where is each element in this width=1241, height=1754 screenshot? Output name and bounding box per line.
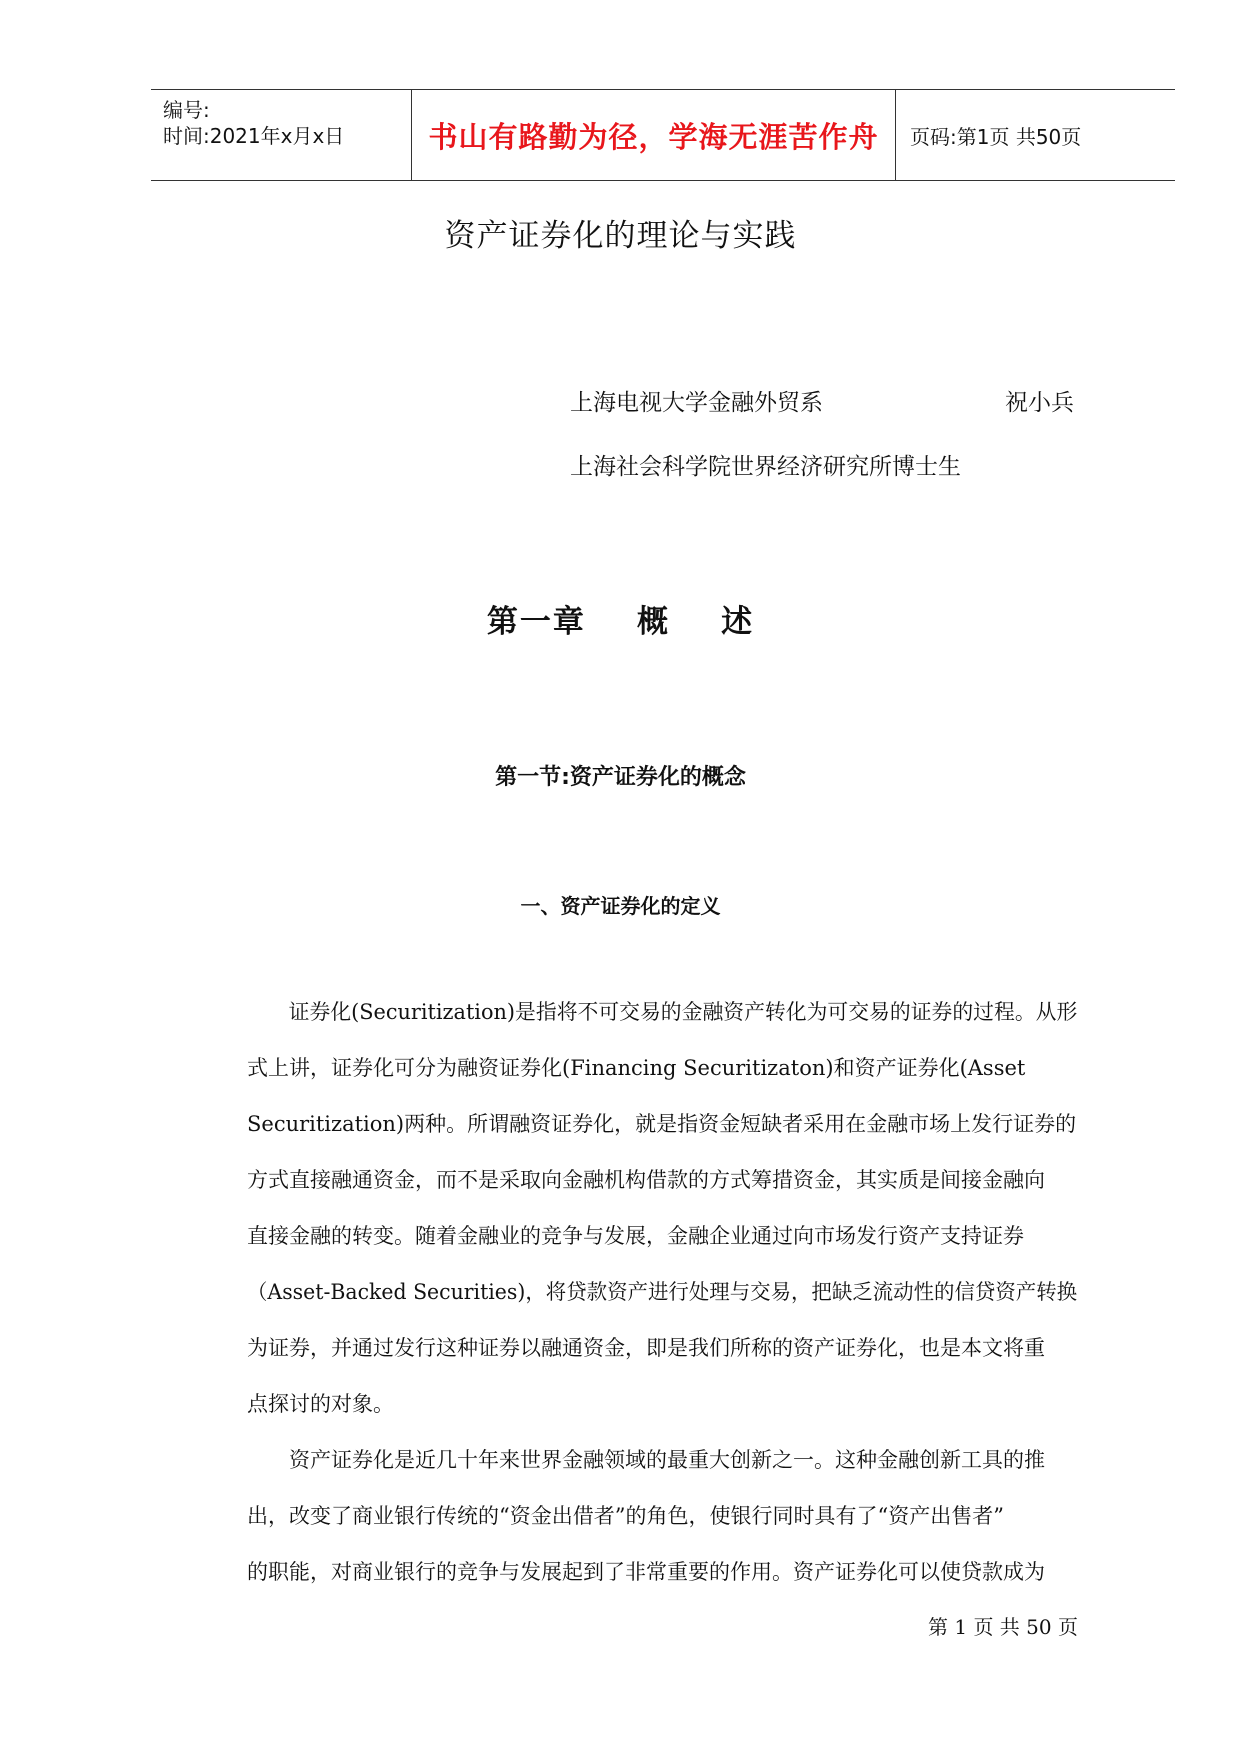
header-meta-cell <box>151 90 412 180</box>
section-heading: 第一节:资产证券化的概念 <box>495 765 746 790</box>
subsection-heading: 一、资产证券化的定义 <box>520 894 721 918</box>
body-line: 方式直接融通资金，而不是采取向金融机构借款的方式筹措资金，其实质是间接金融向 <box>247 1168 1045 1192</box>
header-page-code: 页码:第1页 共50页 <box>910 124 1082 149</box>
header-page-cell <box>896 90 1175 180</box>
body-line: 出，改变了商业银行传统的“资金出借者”的角色，使银行同时具有了“资产出售者” <box>247 1504 1004 1528</box>
footer-page-number: 第 1 页 共 50 页 <box>928 1615 1078 1639</box>
author-affiliation-2: 上海社会科学院世界经济研究所博士生 <box>570 454 961 480</box>
body-line: 的职能，对商业银行的竞争与发展起到了非常重要的作用。资产证券化可以使贷款成为 <box>247 1560 1045 1584</box>
chapter-heading <box>0 596 1241 641</box>
author-affiliation-1: 上海电视大学金融外贸系 <box>570 390 823 416</box>
document-date-label: 时间:2021年x月x日 <box>163 124 345 148</box>
header-motto-cell <box>412 90 896 180</box>
body-line: 点探讨的对象。 <box>247 1392 394 1416</box>
body-line: 证券化(Securitization)是指将不可交易的金融资产转化为可交易的证券的过程。从形 <box>247 1000 1078 1024</box>
body-line: Securitization)两种。所谓融资证券化，就是指资金短缺者采用在金融市场上发行证券的 <box>247 1112 1077 1136</box>
chapter-heading-text: 第一章 概 述 <box>486 604 755 640</box>
body-line: 资产证券化是近几十年来世界金融领域的最重大创新之一。这种金融创新工具的推 <box>247 1448 1045 1472</box>
header-motto: 书山有路勤为径，学海无涯苦作舟 <box>428 119 879 154</box>
document-title: 资产证券化的理论与实践 <box>444 218 797 254</box>
body-line: （Asset-Backed Securities)，将贷款资产进行处理与交易，把缺乏流动性的信贷资产转换 <box>247 1280 1078 1304</box>
body-line: 直接金融的转变。随着金融业的竞争与发展，金融企业通过向市场发行资产支持证券 <box>247 1224 1024 1248</box>
author-name: 祝小兵 <box>1005 390 1074 416</box>
document-number-label: 编号: <box>163 98 210 122</box>
header-table <box>151 89 1175 181</box>
body-line: 为证券，并通过发行这种证券以融通资金，即是我们所称的资产证券化，也是本文将重 <box>247 1336 1045 1360</box>
body-line: 式上讲，证券化可分为融资证券化(Financing Securitizaton)和资产证券化(Asset <box>247 1056 1026 1080</box>
